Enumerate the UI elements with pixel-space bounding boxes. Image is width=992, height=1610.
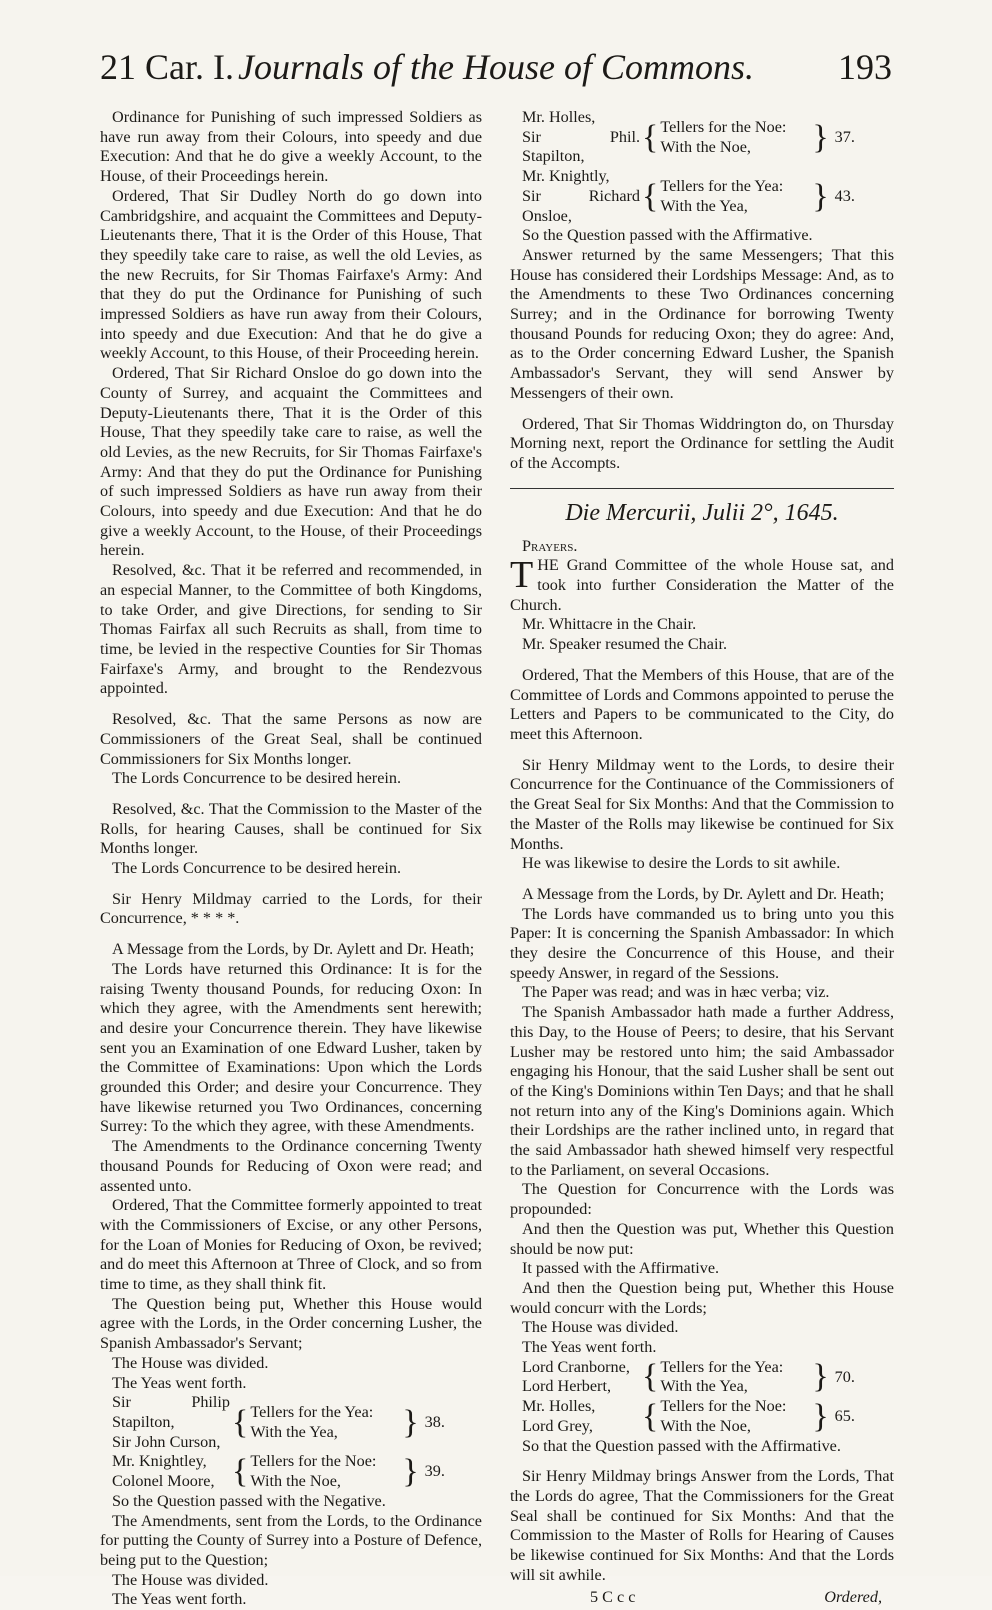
teller-role: Tellers for the Yea: [250,1403,374,1422]
vote-count: 43. [834,186,855,205]
left-paragraph: Ordinance for Punishing of such impressed Soldiers as have run away from their Colours, into speedy and due Execution: And that he do give a weekly Account, to the House, of their Proceedings herein. [100,108,482,186]
teller-role: Tellers for the Yea: [660,176,784,195]
left-paragraphs [100,108,482,1393]
teller-name: Sir John Curson, [112,1432,221,1451]
teller-role: With the Yea, [660,196,748,215]
teller-name: Colonel Moore, [112,1472,215,1491]
vote-count: 38. [424,1413,445,1431]
teller-role: Tellers for the Noe: [250,1452,377,1471]
teller-names [112,1452,230,1491]
left-paragraph: Ordered, That Sir Richard Onsloe do go down into the County of Surrey, and acquaint the Committees and Deputy-Lieutenants there, That it is the Order of this House, That they speedily take care to raise, as well the old Levies, as the new Recruits, for Sir Thomas Fairfaxe's Army: And that they do put the Ordinance for Punishing of such impressed Soldiers as have run away from their Colours, into speedy and due Execution: And that he do give a weekly Account, to the House, of their Proceedings herein. [100,364,482,560]
right-tellers-bottom [510,1358,894,1437]
day-heading: Die Mercurii, Julii 2°, 1645. [565,499,839,526]
teller-role: With the Yea, [660,1377,748,1396]
right-top-paragraph: Answer returned by the same Messengers; That this House has considered their Lordships Message: And, as to the Amendments to these Two Ordinances concerning Surrey; and in the Ordinance for borrowing Twenty thousand Pounds for reducing Oxon; they do agree: And, as to the Order concerning Edward Lusher, the Spanish Ambassador's Servant, they will send Answer by Messengers of their own. [510,245,894,402]
drop-cap: T [510,554,534,597]
teller-name: Sir Philip Stapilton, [112,1393,230,1431]
right-mid-paragraph: THE Grand Committee of the whole House sat, and took into further Consideration the Matter of the Church. [510,554,894,614]
page-header [100,42,892,94]
left-closing-paragraphs [100,1492,482,1610]
right-bottom-paragraphs [510,1437,894,1586]
brace-mark: { [642,177,659,215]
teller-name: Sir Richard Onsloe, [522,186,640,225]
teller-names [522,1397,640,1436]
left-paragraph: The House was divided. [112,1353,269,1372]
teller-roles [250,1452,400,1491]
right-top-paragraph: So the Question passed with the Affirmative. [522,226,813,245]
teller-role: With the Yea, [250,1422,338,1441]
teller-name: Lord Cranborne, [522,1357,630,1376]
right-mid-paragraph: Ordered, That the Members of this House, that are of the Committee of Lords and Commons appointed to peruse the Letters and Papers to be communicated to the City, do meet this Afternoon. [510,665,894,743]
right-mid-paragraph: Mr. Whittacre in the Chair. [522,615,697,634]
brace-mark: { [642,1358,659,1396]
left-closing-paragraph: The Yeas went forth. [112,1590,247,1609]
right-mid-paragraph: The Paper was read; and was in hæc verba; viz. [522,983,830,1002]
left-closing-paragraph: The Amendments, sent from the Lords, to the Ordinance for putting the County of Surrey into a Posture of Defence, being put to the Question; [100,1511,482,1569]
page-footer [510,1588,894,1608]
left-paragraph: The Lords have returned this Ordinance: It is for the raising Twenty thousand Pounds, for reducing Oxon: In which they agree, with the Amendments sent herewith; and desire your Concurrence therein. They have likewise sent you an Examination of one Edward Lusher, taken by the Committee of Examinations: Upon which the Lords grounded this Order; and desire your Concurrence. They have likewise returned you Two Ordinances, concerning Surrey: To the which they agree, with these Amendments. [100,959,482,1136]
right-mid-paragraph: Mr. Speaker resumed the Chair. [522,635,727,654]
vote-count: 65. [834,1407,855,1426]
right-mid-paragraph: The Spanish Ambassador hath made a further Address, this Day, to the House of Peers; to desire, that his Servant Lusher may be restored unto him; the said Ambassador engaging his Honour, that the said Lusher shall be sent out of the King's Dominions within Ten Days; and that he shall not return into any of the King's Dominions again. Which their Lordships are the rather inclined unto, in regard that the said Ambassador hath shewed himself very respectful to the Parliament, on several Occasions. [510,1003,894,1179]
teller-name: Mr. Knightley, [112,1452,207,1471]
teller-name: Mr. Holles, [522,108,596,126]
right-mid-paragraph: The House was divided. [522,1318,679,1337]
right-top-paragraph: Ordered, That Sir Thomas Widdrington do, on Thursday Morning next, report the Ordinance for settling the Audit of the Accompts. [510,414,894,472]
left-paragraph: The Question being put, Whether this House would agree with the Lords, in the Order concerning Lusher, the Spanish Ambassador's Servant; [100,1294,482,1353]
right-tellers-top [510,108,894,226]
left-closing-paragraph: So the Question passed with the Negative. [112,1491,386,1510]
brace-mark: } [812,1358,829,1396]
vote-count: 37. [834,127,855,146]
left-paragraph: Resolved, &c. That the same Persons as now are Commissioners of the Great Seal, shall be continued Commissioners for Six Months longer. [100,710,482,768]
signature-mark: 5 C c c [590,1587,636,1606]
right-top-teller-group [510,167,894,226]
teller-names [522,167,640,226]
brace-mark: } [812,177,829,215]
vote-count: 70. [834,1367,855,1386]
teller-name: Mr. Holles, [522,1397,596,1416]
header-title: Journals of the House of Commons. [238,47,754,87]
right-mid-paragraph: And then the Question being put, Whether this House would concurr with the Lords; [510,1278,894,1317]
left-paragraph: A Message from the Lords, by Dr. Aylett and Dr. Heath; [112,940,475,959]
brace-mark: { [642,118,659,156]
teller-names [522,108,640,167]
right-column [510,108,894,1607]
left-paragraph: The Yeas went forth. [112,1373,247,1392]
teller-role: With the Noe, [250,1472,341,1491]
left-tellers-block [100,1393,482,1492]
teller-roles [660,1397,810,1436]
left-paragraph: Sir Henry Mildmay carried to the Lords, for their Concurrence, * * * *. [100,889,482,928]
teller-roles [250,1403,400,1442]
left-teller-group [100,1452,482,1491]
teller-names [522,1358,640,1397]
page-number: 193 [838,47,892,87]
right-mid-paragraph: The Lords have commanded us to bring unto you this Paper: It is concerning the Spanish Ambassador: In which they desire the Concurrence of this House, and their speedy Answer, in regard of the Sessions. [510,904,894,982]
brace-mark: } [402,1453,419,1491]
teller-role: Tellers for the Noe: [660,117,787,136]
right-bottom-teller-group [510,1358,894,1397]
teller-role: With the Noe, [660,1416,751,1435]
teller-name: Lord Herbert, [522,1377,611,1396]
catchword: Ordered, [824,1587,882,1606]
brace-mark: } [812,118,829,156]
left-column [100,108,482,1610]
teller-roles [660,1358,810,1397]
right-mid-paragraphs [510,556,894,1357]
left-teller-group [100,1393,482,1452]
right-mid-paragraph: Sir Henry Mildmay went to the Lords, to desire their Concurrence for the Continuance of the Commissioners of the Great Seal for Six Months: And that the Commission to the Master of the Rolls may likewise be continued for Six Months. [510,755,894,853]
brace-mark: { [232,1453,249,1491]
right-bottom-teller-group [510,1397,894,1436]
right-bottom-paragraph: Sir Henry Mildmay brings Answer from the Lords, That the Lords do agree, That the Commissioners for the Great Seal shall be continued for Six Months: And that the Commission to the Master of Rolls for Hearing of Causes be likewise continued for Six Months: And that the Lords will sit awhile. [510,1467,894,1584]
right-top-paragraphs [510,226,894,473]
teller-role: Tellers for the Yea: [660,1357,784,1376]
right-top-teller-group [510,108,894,167]
teller-roles [660,118,810,157]
left-paragraph: The Lords Concurrence to be desired herein. [112,769,402,788]
left-paragraph: The Amendments to the Ordinance concerning Twenty thousand Pounds for Reducing of Oxon were read; and assented unto. [100,1137,482,1195]
header-regnal-year: 21 Car. I. [100,47,234,87]
right-mid-paragraph: It passed with the Affirmative. [522,1259,720,1278]
right-mid-paragraph: A Message from the Lords, by Dr. Aylett and Dr. Heath; [522,884,885,903]
brace-mark: { [642,1397,659,1435]
right-mid-paragraph: He was likewise to desire the Lords to sit awhile. [522,854,841,873]
right-mid-paragraph: The Yeas went forth. [522,1338,657,1357]
left-closing-paragraph: The House was divided. [112,1570,269,1589]
teller-role: Tellers for the Noe: [660,1397,787,1416]
brace-mark: } [402,1403,419,1441]
section-rule [510,488,894,489]
right-mid-paragraph: The Question for Concurrence with the Lords was propounded: [510,1180,894,1219]
teller-role: With the Noe, [660,137,751,156]
teller-roles [660,177,810,216]
brace-mark: } [812,1397,829,1435]
brace-mark: { [232,1403,249,1441]
teller-names [112,1393,230,1452]
teller-name: Sir Phil. Stapilton, [522,127,640,166]
left-paragraph: Ordered, That the Committee formerly appointed to treat with the Commissioners of Excise, or any other Persons, for the Loan of Monies for Reducing of Oxon, be revived; and do meet this Afternoon at Three of Clock, and so from time to time, as they shall think fit. [100,1196,482,1294]
left-paragraph: Ordered, That Sir Dudley North do go down into Cambridgshire, and acquaint the Committees and Deputy-Lieutenants there, That it is the Order of this House, That they speedily take care to raise, as well the old Levies, as the new Recruits, for Sir Thomas Fairfaxe's Army: And that they do put the Ordinance for Punishing of such impressed Soldiers as have run away from their Colours, into speedy and due Execution: And that he do give a weekly Account, to this House, of their Proceeding herein. [100,186,482,363]
teller-name: Lord Grey, [522,1416,593,1435]
right-mid-paragraph: And then the Question was put, Whether this Question should be now put: [510,1219,894,1258]
left-paragraph: Resolved, &c. That it be referred and recommended, in an especial Manner, to the Committee of both Kingdoms, to take Order, and give Directions, for sending to Sir Thomas Fairfax all such Recruits as shall, from time to time, be levied in the respective Counties for Sir Thomas Fairfaxe's Army, and brought to the Rendezvous appointed. [100,561,482,698]
right-bottom-paragraph: So that the Question passed with the Affirmative. [522,1436,841,1455]
left-paragraph: The Lords Concurrence to be desired herein. [112,859,402,878]
left-paragraph: Resolved, &c. That the Commission to the Master of the Rolls, for hearing Causes, shall be continued for Six Months longer. [100,799,482,858]
teller-name: Mr. Knightly, [522,167,610,186]
prayers-line: Prayers. [522,536,578,555]
vote-count: 39. [424,1462,445,1481]
